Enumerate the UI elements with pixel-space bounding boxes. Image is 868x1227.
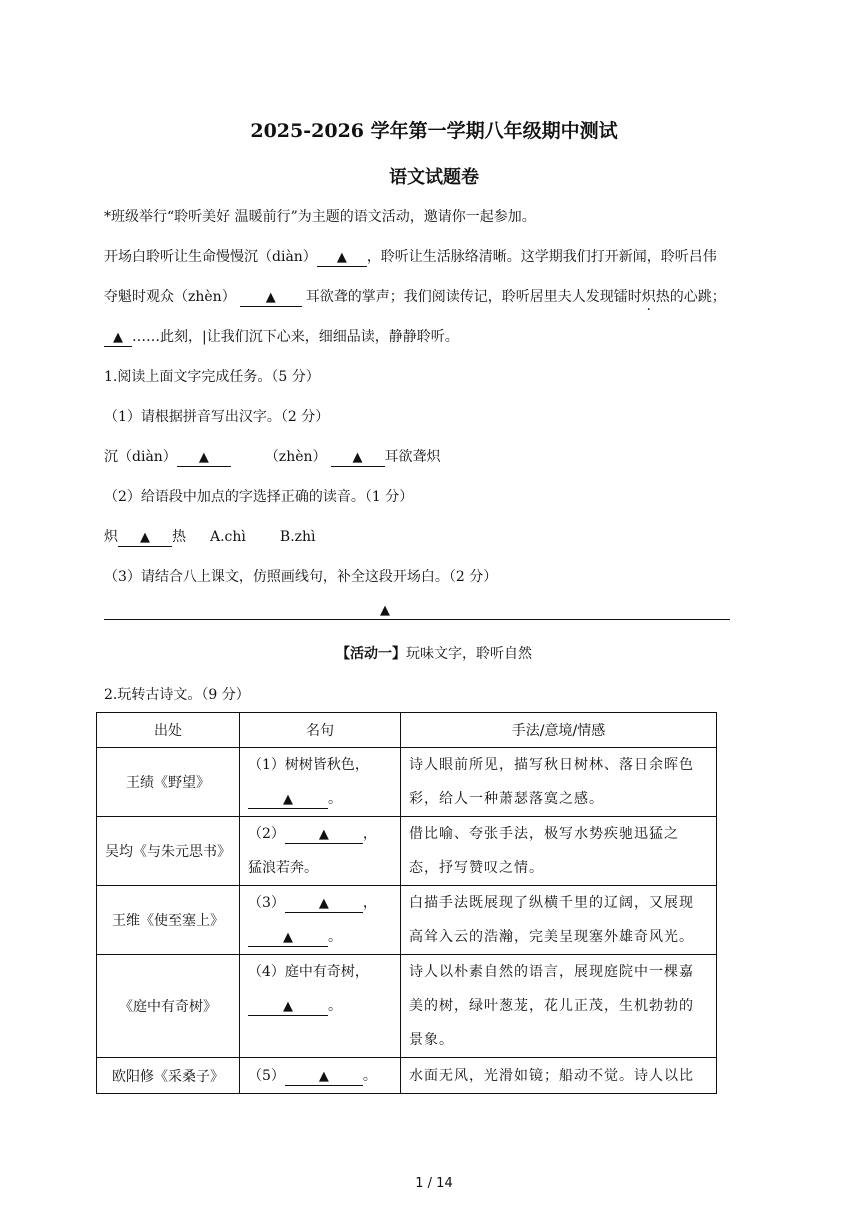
description-cell: 诗人眼前所见，描写秋日树林、落日余晖色彩，给人一种萧瑟落寞之感。	[401, 748, 717, 817]
answer-blank[interactable]	[285, 895, 363, 913]
char-label: 热	[172, 529, 186, 545]
description-cell: 水面无风，光滑如镜；船动不觉。诗人以比	[401, 1058, 717, 1094]
page-subtitle: 语文试题卷	[389, 167, 479, 188]
source-cell: 欧阳修《采桑子》	[97, 1058, 240, 1094]
opening-line-3	[104, 326, 459, 347]
activity-title: 玩味文字，聆听自然	[406, 646, 532, 662]
quote-text: ，	[362, 826, 377, 842]
triangle-icon: ▲	[318, 896, 329, 911]
description-cell: 白描手法既展现了纵横千里的辽阔，又展现高耸入云的浩瀚，完美呈现塞外雄奇风光。	[401, 886, 717, 955]
opening-text: 耳欲聋的掌声；我们阅读传记，聆听居里夫人发现镭时	[305, 289, 642, 305]
table-row	[97, 886, 717, 955]
answer-blank[interactable]	[248, 929, 328, 947]
triangle-icon: ▲	[283, 792, 293, 807]
answer-line[interactable]	[104, 619, 730, 620]
answer-blank[interactable]	[118, 529, 172, 547]
quote-text: 。	[328, 998, 342, 1014]
question-1-sub-3: （3）请结合八上课文，仿照画线句，补全这段开场白。（2 分）	[104, 569, 498, 585]
column-header: 手法/意境/情感	[401, 713, 717, 748]
char-label: 炽	[104, 529, 118, 545]
question-1-sub-1: （1）请根据拼音写出汉字。（2 分）	[104, 409, 330, 425]
answer-blank[interactable]	[177, 449, 231, 467]
triangle-icon: ▲	[318, 827, 329, 842]
page-title: 2025-2026 学年第一学期八年级期中测试	[250, 120, 618, 142]
quote-text: （4）庭中有奇树，	[248, 964, 369, 980]
answer-blank[interactable]	[104, 329, 132, 347]
opening-text: 开场白聆听让生命慢慢沉（diàn）	[104, 249, 317, 265]
opening-text: 夺魁时观众（zhèn）	[104, 289, 236, 305]
opening-text: 热的心跳；	[655, 289, 726, 305]
description-cell: 借比喻、夸张手法，极写水势疾驰迅猛之态，抒写赞叹之情。	[401, 817, 717, 886]
quote-text: 。	[362, 1067, 377, 1084]
pinyin-label: 沉（diàn）	[104, 449, 177, 465]
question-2-stem: 2.玩转古诗文。（9 分）	[104, 687, 250, 703]
activity-heading	[0, 643, 868, 663]
column-header: 名句	[240, 713, 401, 748]
emphasized-char: 炽	[641, 289, 656, 305]
page-number: 1 / 14	[415, 1176, 453, 1191]
quote-text: ，	[362, 895, 377, 911]
answer-blank[interactable]	[248, 791, 328, 809]
opening-text: ……此刻，|让我们沉下心来，细细品读，静静聆听。	[132, 329, 459, 345]
answer-blank[interactable]	[248, 998, 328, 1016]
table-row	[97, 955, 717, 1058]
triangle-icon: ▲	[283, 999, 293, 1014]
quote-text: （2）	[248, 826, 285, 842]
triangle-icon: ▲	[380, 603, 390, 618]
option-b[interactable]: B.zhì	[279, 529, 316, 545]
table-row	[97, 748, 717, 817]
opening-line-1	[104, 246, 717, 267]
opening-line-2	[104, 286, 726, 307]
question-1-sub-2: （2）给语段中加点的字选择正确的读音。（1 分）	[104, 489, 414, 505]
triangle-icon: ▲	[265, 290, 276, 305]
quote-cell	[240, 955, 401, 1058]
source-cell: 王绩《野望》	[97, 748, 240, 817]
answer-blank[interactable]	[285, 826, 363, 844]
table-row	[97, 817, 717, 886]
answer-blank[interactable]	[285, 1068, 363, 1086]
quote-text: （3）	[248, 895, 285, 911]
quote-text: 。	[328, 791, 342, 807]
answer-blank[interactable]	[240, 289, 302, 307]
pinyin-label: （zhèn）	[264, 449, 327, 465]
quote-cell	[240, 1058, 401, 1094]
triangle-icon: ▲	[352, 450, 363, 465]
table-header-row	[97, 713, 717, 748]
activity-label: 【活动一】	[336, 646, 406, 662]
question-1-sub-1-answers	[104, 446, 441, 467]
triangle-icon: ▲	[198, 450, 209, 465]
source-cell: 吴均《与朱元思书》	[97, 817, 240, 886]
triangle-icon: ▲	[283, 930, 293, 945]
quote-text: （5）	[248, 1067, 285, 1084]
column-header: 出处	[97, 713, 240, 748]
quote-text: 猛浪若奔。	[248, 860, 318, 876]
quote-text: （1）树树皆秋色，	[248, 757, 369, 773]
triangle-icon: ▲	[318, 1068, 329, 1084]
quote-text: 。	[328, 929, 342, 945]
question-1-stem: 1.阅读上面文字完成任务。（5 分）	[104, 369, 320, 385]
quote-cell	[240, 748, 401, 817]
source-cell: 《庭中有奇树》	[97, 955, 240, 1058]
table-row	[97, 1058, 717, 1094]
pinyin-suffix: 耳欲聋炽	[384, 449, 441, 465]
poem-table	[96, 712, 717, 1094]
triangle-icon: ▲	[336, 250, 347, 265]
triangle-icon: ▲	[140, 530, 150, 545]
answer-blank[interactable]	[317, 249, 367, 267]
triangle-icon: ▲	[113, 330, 123, 345]
question-1-sub-2-answers	[104, 526, 316, 547]
source-cell: 王维《使至塞上》	[97, 886, 240, 955]
option-a[interactable]: A.chì	[210, 529, 246, 545]
quote-cell	[240, 886, 401, 955]
quote-cell	[240, 817, 401, 886]
opening-text: ，聆听让生活脉络清晰。这学期我们打开新闻，聆听吕伟	[366, 249, 717, 265]
answer-blank[interactable]	[331, 449, 385, 467]
intro-text: *班级举行“聆听美好 温暖前行”为主题的语文活动，邀请你一起参加。	[104, 209, 536, 225]
description-cell: 诗人以朴素自然的语言，展现庭院中一棵嘉美的树，绿叶葱茏，花儿正茂，生机勃勃的景象。	[401, 955, 717, 1058]
